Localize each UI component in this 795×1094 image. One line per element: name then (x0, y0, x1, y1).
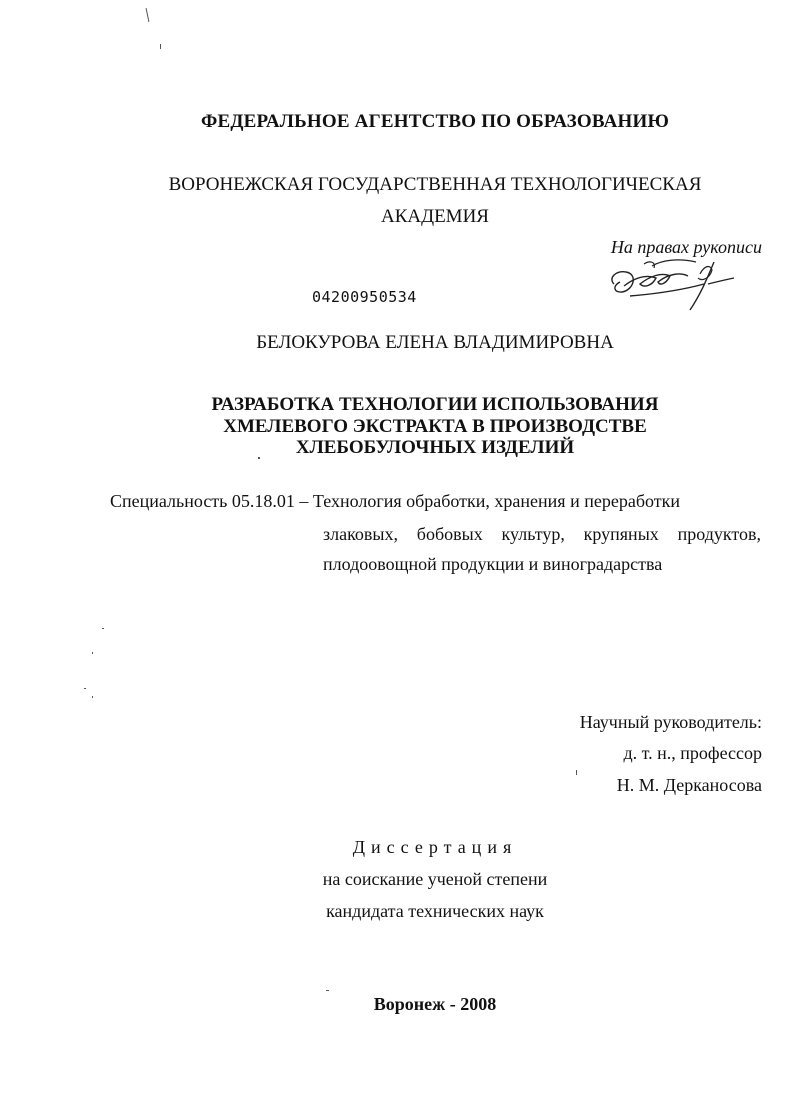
degree-line-2: кандидата технических наук (326, 901, 544, 921)
dissertation-heading: Диссертация (352, 837, 518, 857)
supervisor-name: Н. М. Дерканосова (616, 775, 762, 795)
scan-mark (92, 652, 93, 654)
scan-mark (258, 457, 260, 459)
scan-mark (102, 628, 104, 629)
supervisor-label: Научный руководитель: (579, 712, 762, 732)
specialty-line-2: злаковых, бобовых культур, крупяных продуктов, (323, 524, 761, 544)
scan-mark (576, 770, 577, 775)
city-year: Воронеж - 2008 (373, 994, 497, 1014)
scan-mark (326, 990, 329, 991)
registration-code: 04200950534 (312, 288, 417, 306)
degree-line-1: на соискание ученой степени (322, 869, 548, 889)
scan-mark (160, 44, 161, 49)
specialty-line-3: плодоовощной продукции и виноградарства (323, 554, 663, 574)
academy-name-line-2: АКАДЕМИЯ (381, 206, 489, 227)
dissertation-title-line-1: РАЗРАБОТКА ТЕХНОЛОГИИ ИСПОЛЬЗОВАНИЯ (211, 394, 659, 415)
academy-name-line-1: ВОРОНЕЖСКАЯ ГОСУДАРСТВЕННАЯ ТЕХНОЛОГИЧЕСКАЯ (168, 174, 702, 195)
scan-mark (146, 8, 150, 22)
agency-heading: ФЕДЕРАЛЬНОЕ АГЕНТСТВО ПО ОБРАЗОВАНИЮ (200, 111, 670, 132)
handwritten-signature (604, 256, 744, 316)
author-name: БЕЛОКУРОВА ЕЛЕНА ВЛАДИМИРОВНА (256, 332, 614, 353)
rights-note: На правах рукописи (610, 237, 762, 257)
dissertation-title-line-2: ХМЕЛЕВОГО ЭКСТРАКТА В ПРОИЗВОДСТВЕ (223, 416, 647, 437)
scan-mark (92, 696, 93, 698)
scan-mark (84, 688, 86, 689)
dissertation-title-line-3: ХЛЕБОБУЛОЧНЫХ ИЗДЕЛИЙ (295, 437, 575, 458)
specialty-line-1: Специальность 05.18.01 – Технология обработки, хранения и переработки (110, 491, 680, 511)
supervisor-degree: д. т. н., профессор (623, 743, 762, 763)
